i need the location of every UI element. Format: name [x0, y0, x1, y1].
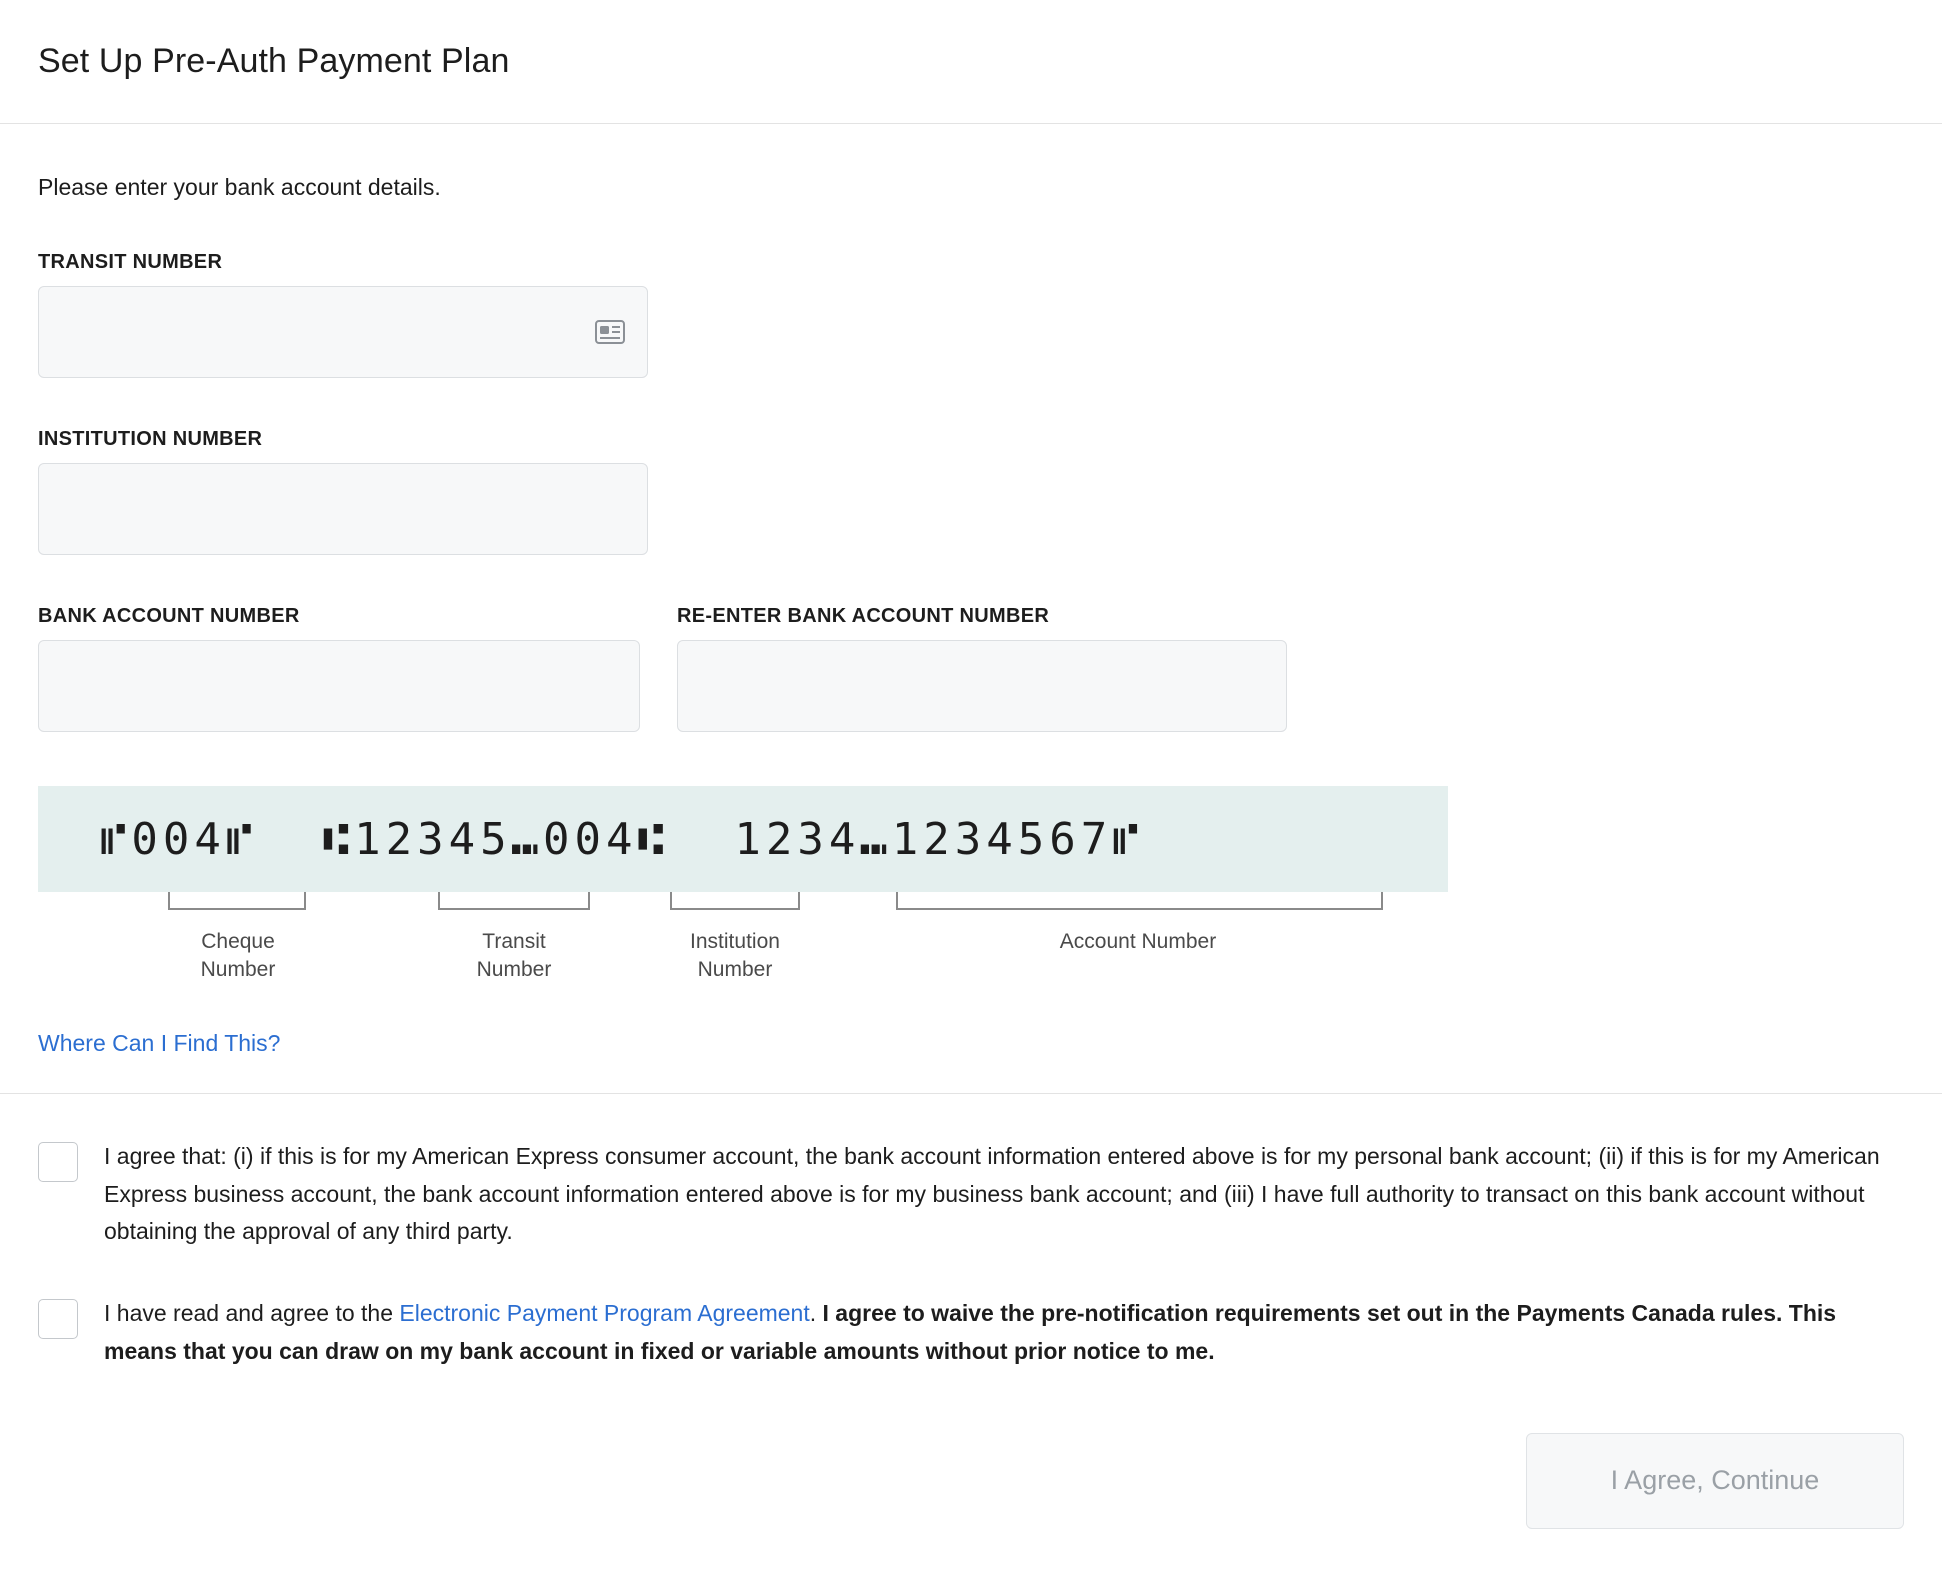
transit-number-input[interactable]: [61, 287, 595, 377]
cheque-brackets: [38, 892, 1448, 918]
agreement-authority-text: I agree that: (i) if this is for my American Express consumer account, the bank account information entered above is for my personal bank account; (ii) if this is for my American Express business account, the bank account information entered above is for my business bank account; and (iii) I have full authority to transact on this bank account without obtaining the approval of any third party.: [104, 1143, 1880, 1245]
cheque-micr-strip: [38, 786, 1448, 892]
micr-cheque-number: ⑈004⑈: [100, 813, 258, 865]
cheque-captions: [38, 918, 1448, 1008]
agreements-section: [0, 1138, 1942, 1371]
electronic-payment-program-agreement-link[interactable]: Electronic Payment Program Agreement: [399, 1300, 810, 1327]
caption-account-number: Account Number: [1059, 930, 1217, 953]
micr-account-number: 1234⑉1234567⑈: [734, 813, 1144, 865]
bracket-account-number: [896, 892, 1383, 910]
agreement-epp-checkbox[interactable]: [38, 1299, 78, 1339]
bank-account-number-label: BANK ACCOUNT NUMBER: [38, 605, 300, 627]
section-divider: [0, 1093, 1942, 1094]
bracket-transit-number: [438, 892, 590, 910]
page-header: [0, 0, 1942, 124]
institution-number-field[interactable]: [38, 463, 648, 555]
caption-institution-number: Institution Number: [690, 930, 780, 982]
reenter-bank-account-number-group: [677, 555, 1287, 732]
agreement-authority-checkbox[interactable]: [38, 1142, 78, 1182]
bank-account-number-input[interactable]: [61, 641, 617, 731]
institution-number-label: INSTITUTION NUMBER: [38, 428, 263, 450]
bracket-institution-number: [670, 892, 800, 910]
caption-cheque-number: Cheque Number: [200, 930, 276, 982]
reenter-bank-account-number-label: RE-ENTER BANK ACCOUNT NUMBER: [677, 605, 1050, 627]
agreement-epp-suffix: .: [809, 1300, 823, 1327]
bank-details-form: [0, 174, 1942, 1057]
agreement-row-authority: [38, 1138, 1904, 1251]
account-number-row: [38, 555, 1904, 732]
form-intro-text: Please enter your bank account details.: [38, 174, 441, 200]
agreement-epp-text: [104, 1295, 1904, 1370]
agreement-epp-prefix: I have read and agree to the: [104, 1300, 400, 1327]
reenter-bank-account-number-field[interactable]: [677, 640, 1287, 732]
bank-account-number-field[interactable]: [38, 640, 640, 732]
page-title: Set Up Pre-Auth Payment Plan: [38, 42, 510, 80]
caption-transit-number: Transit Number: [476, 930, 552, 982]
i-agree-continue-button[interactable]: I Agree, Continue: [1526, 1433, 1904, 1529]
bank-account-number-group: [38, 555, 640, 732]
bracket-cheque-number: [168, 892, 306, 910]
agreement-row-epp: [38, 1295, 1904, 1370]
transit-number-field[interactable]: [38, 286, 648, 378]
reenter-bank-account-number-input[interactable]: [700, 641, 1264, 731]
micr-transit-institution: ⑆12345⑉004⑆: [322, 813, 669, 865]
institution-number-input[interactable]: [61, 464, 625, 554]
where-can-i-find-this-link[interactable]: Where Can I Find This?: [38, 1030, 281, 1056]
card-details-icon: [595, 320, 625, 344]
form-footer: [0, 1433, 1942, 1577]
agreement-epp-bold: I agree to waive the pre-notification requirements set out in the Payments Canada rules. This means that you can draw on my bank account in fixed or variable amounts without prior notice to me.: [104, 1300, 1837, 1364]
cheque-micr-line: [100, 814, 1178, 865]
transit-number-label: TRANSIT NUMBER: [38, 251, 223, 273]
cheque-diagram: [38, 786, 1904, 1008]
